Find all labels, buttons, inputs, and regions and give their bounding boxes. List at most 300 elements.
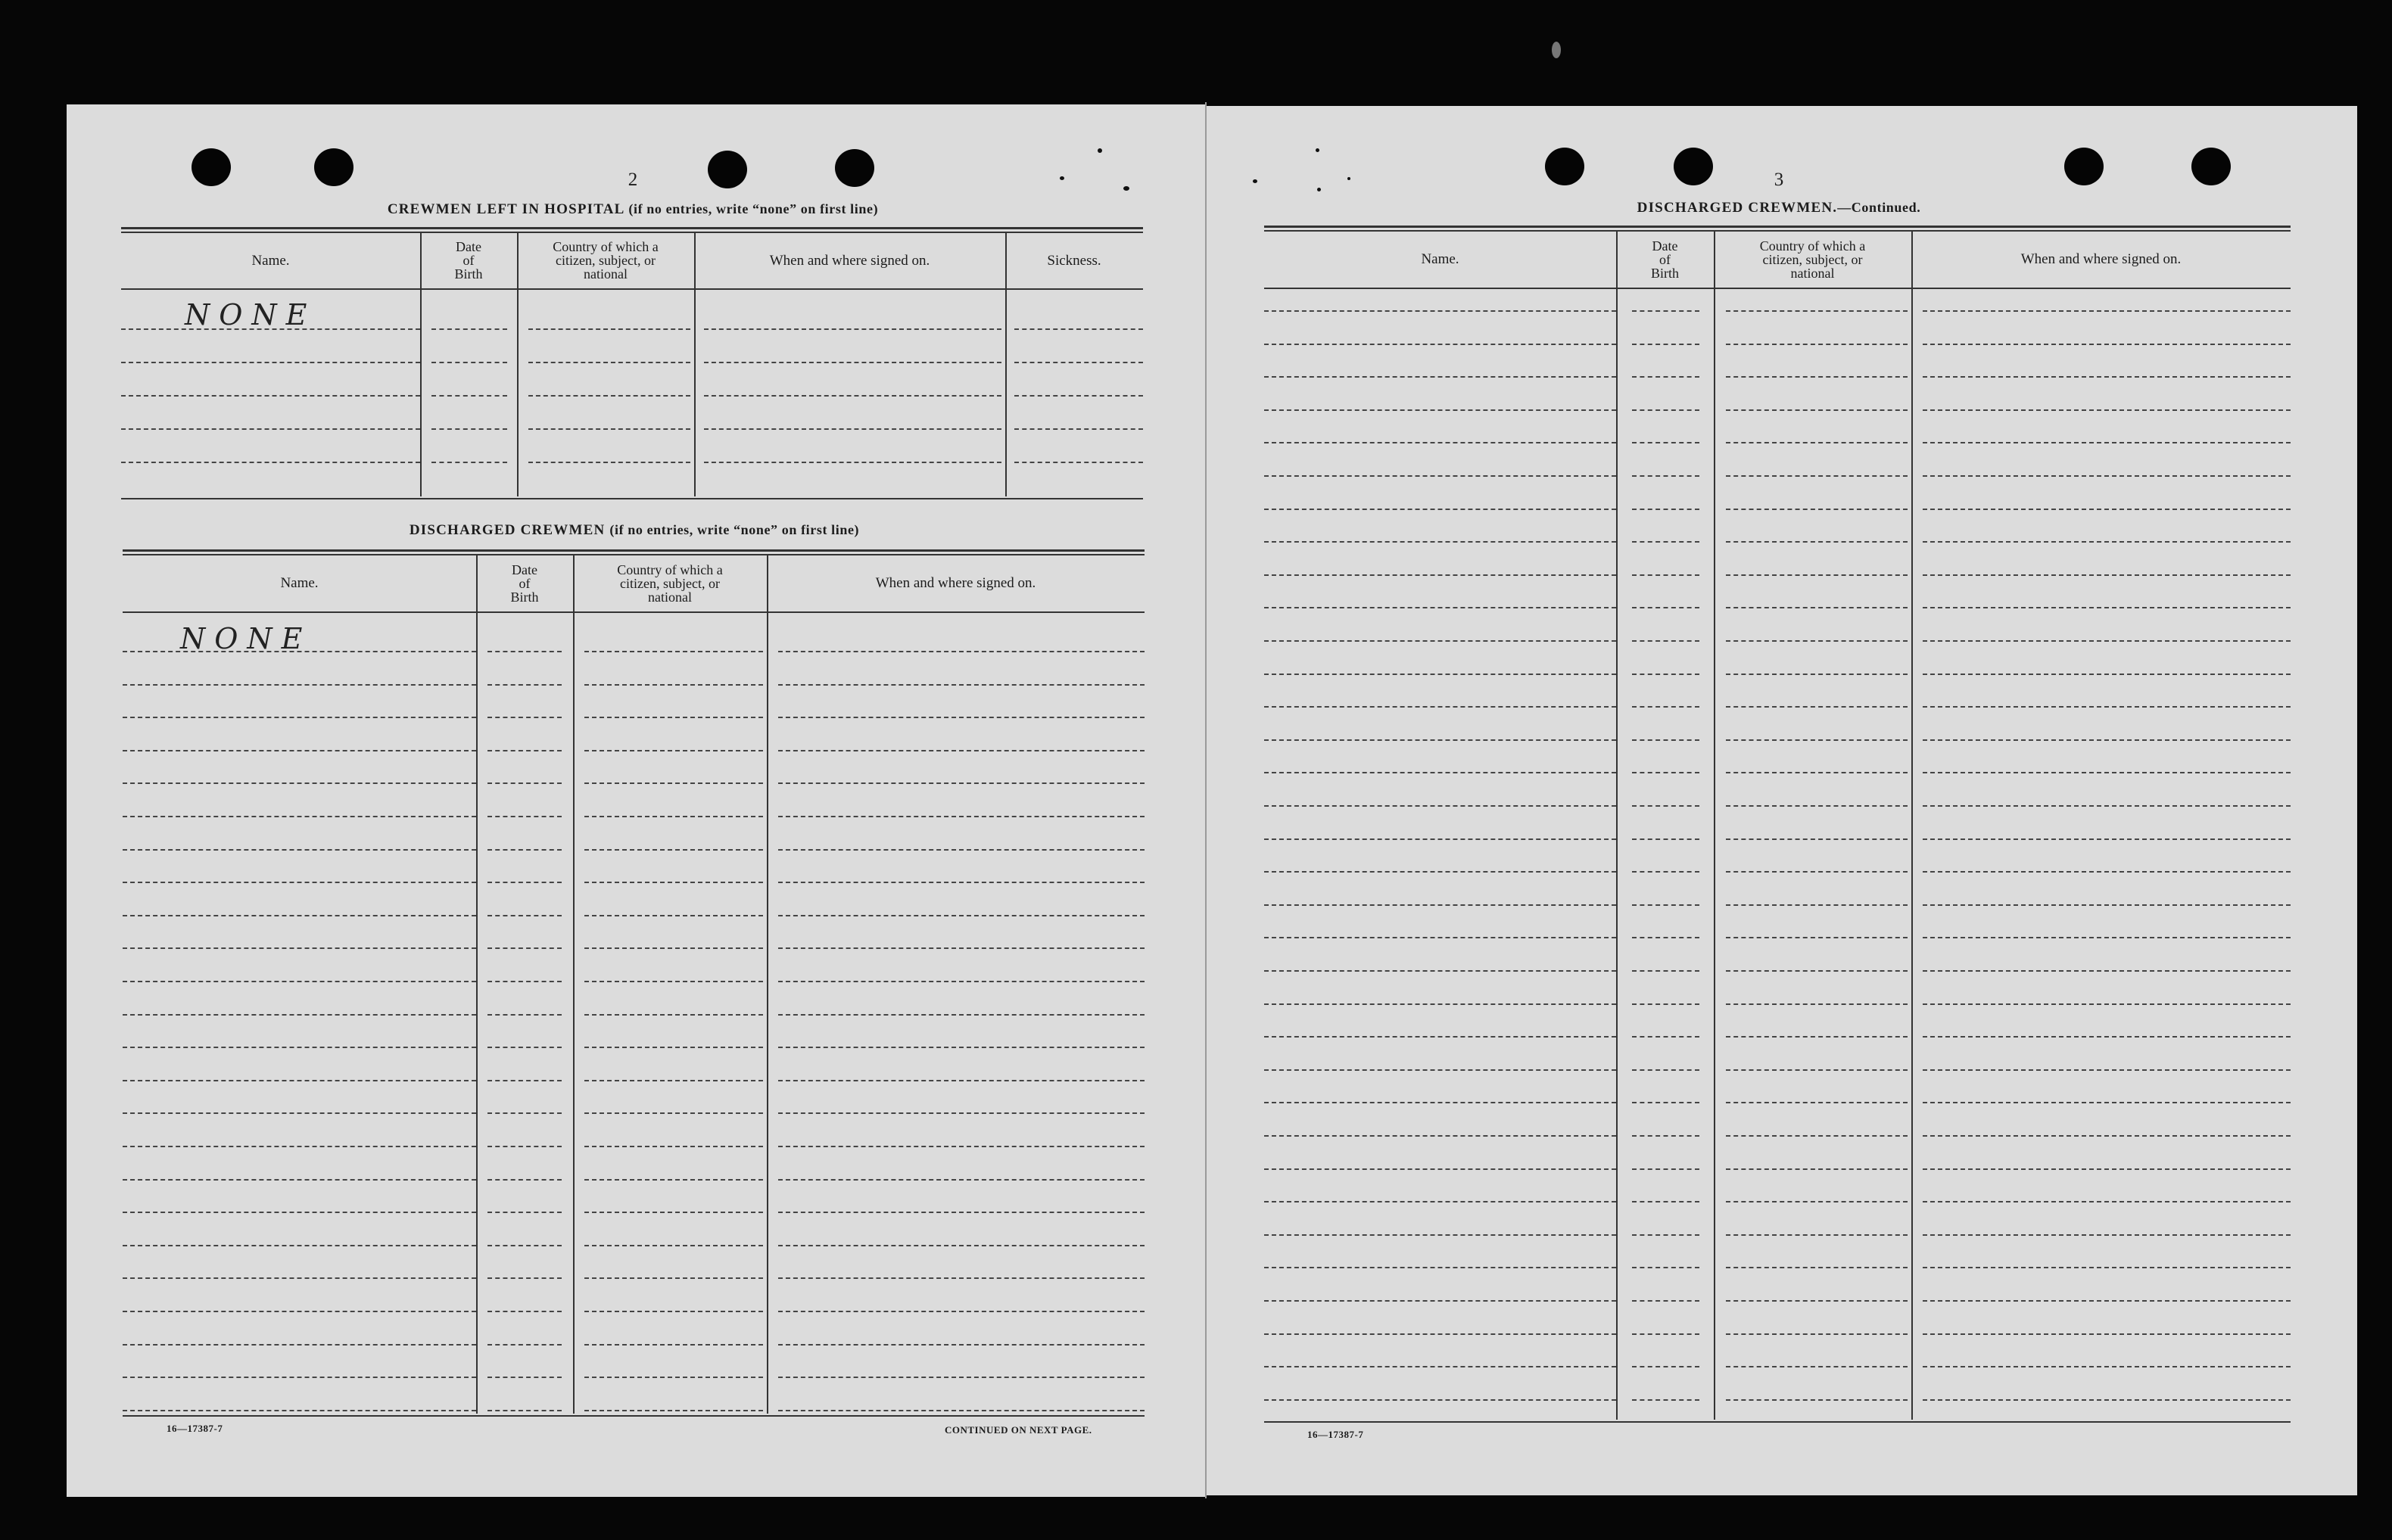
entry-line	[778, 750, 1145, 751]
entry-line	[431, 462, 507, 463]
entry-line	[1264, 1102, 1616, 1103]
entry-line	[123, 750, 476, 751]
entry-line	[1726, 1201, 1908, 1202]
discharged-section-title: DISCHARGED CREWMEN (if no entries, write “none” on first line)	[409, 522, 860, 538]
entry-line	[1264, 475, 1616, 477]
entry-line	[431, 428, 507, 430]
entry-line	[1726, 1135, 1908, 1137]
entry-line	[584, 1047, 763, 1048]
column-header-name: Name.	[280, 575, 319, 591]
entry-line	[487, 1212, 562, 1213]
entry-line	[584, 1080, 763, 1081]
entry-line	[704, 362, 1001, 363]
entry-line	[778, 782, 1145, 784]
entry-line	[1923, 1366, 2291, 1367]
scan-speck	[1098, 148, 1102, 153]
hospital-table	[121, 227, 1143, 501]
entry-line	[1726, 937, 1908, 938]
entry-line	[487, 651, 562, 652]
entry-line	[584, 1179, 763, 1181]
entry-line	[1923, 310, 2291, 312]
discharged-continued-title: DISCHARGED CREWMEN.—Continued.	[1637, 200, 1921, 216]
entry-line	[584, 651, 763, 652]
entry-line	[778, 915, 1145, 916]
column-header-country: Country of which a citizen, subject, or national	[617, 562, 723, 605]
entry-line	[487, 1179, 562, 1181]
entry-line	[1264, 409, 1616, 411]
entry-line	[1923, 409, 2291, 411]
entry-line	[584, 849, 763, 851]
entry-line	[1726, 1366, 1908, 1367]
entry-line	[487, 1311, 562, 1312]
column-divider	[1911, 230, 1913, 1420]
entry-line	[1632, 1102, 1699, 1103]
entry-line	[1726, 1069, 1908, 1071]
entry-line	[487, 981, 562, 982]
entry-line	[1632, 805, 1699, 807]
entry-line	[487, 1344, 562, 1346]
entry-line	[1726, 1300, 1908, 1302]
column-header-name: Name.	[1421, 251, 1459, 267]
entry-line	[123, 1179, 476, 1181]
punch-hole	[2064, 148, 2104, 185]
entry-line	[487, 1080, 562, 1081]
entry-line	[487, 1112, 562, 1114]
entry-line	[1726, 871, 1908, 873]
hospital-section-title: CREWMEN LEFT IN HOSPITAL (if no entries, write “none” on first line)	[387, 201, 879, 217]
entry-line	[1264, 1399, 1616, 1401]
entry-line	[1632, 706, 1699, 708]
entry-line	[1923, 739, 2291, 741]
entry-line	[528, 428, 690, 430]
entry-line	[121, 462, 420, 463]
entry-line	[487, 717, 562, 718]
entry-line	[778, 1112, 1145, 1114]
scan-speck	[1347, 177, 1350, 180]
entry-line	[778, 882, 1145, 883]
entry-line	[1726, 1333, 1908, 1335]
entry-line	[1264, 1036, 1616, 1038]
entry-line	[1264, 674, 1616, 675]
column-header-signed-on: When and where signed on.	[875, 575, 1036, 591]
entry-line	[431, 328, 507, 330]
entry-line	[1726, 376, 1908, 378]
entry-line	[1923, 1399, 2291, 1401]
entry-line	[1726, 475, 1908, 477]
entry-line	[778, 1014, 1145, 1016]
entry-line	[1264, 640, 1616, 642]
entry-line	[1726, 442, 1908, 443]
entry-line	[1726, 409, 1908, 411]
entry-line	[1632, 1333, 1699, 1335]
entry-line	[1632, 1300, 1699, 1302]
entry-line	[1923, 805, 2291, 807]
entry-line	[487, 915, 562, 916]
entry-line	[431, 395, 507, 397]
entry-line	[123, 1277, 476, 1279]
column-header-date-of-birth: Date of Birth	[510, 562, 539, 605]
entry-line	[123, 882, 476, 883]
entry-line	[778, 981, 1145, 982]
entry-line	[123, 981, 476, 982]
punch-hole	[1545, 148, 1584, 185]
entry-line	[487, 1277, 562, 1279]
entry-line	[1264, 1135, 1616, 1137]
entry-line	[1632, 376, 1699, 378]
entry-line	[1923, 970, 2291, 972]
entry-line	[1923, 344, 2291, 345]
entry-line	[584, 1146, 763, 1147]
scan-speck	[1253, 179, 1257, 183]
entry-line	[123, 1212, 476, 1213]
entry-line	[1726, 674, 1908, 675]
entry-line	[123, 651, 476, 652]
entry-line	[123, 849, 476, 851]
entry-line	[1632, 838, 1699, 840]
entry-line	[1632, 1069, 1699, 1071]
entry-line	[1264, 838, 1616, 840]
entry-line	[1923, 1333, 2291, 1335]
column-header-country: Country of which a citizen, subject, or national	[1759, 238, 1866, 281]
entry-line	[1923, 640, 2291, 642]
entry-line	[487, 1146, 562, 1147]
entry-line	[584, 1112, 763, 1114]
entry-line	[1923, 509, 2291, 510]
entry-line	[1264, 1003, 1616, 1005]
entry-line	[704, 462, 1001, 463]
entry-line	[778, 1245, 1145, 1246]
entry-line	[1264, 1300, 1616, 1302]
entry-line	[584, 717, 763, 718]
entry-line	[778, 651, 1145, 652]
punch-hole	[192, 148, 231, 186]
entry-line	[1632, 344, 1699, 345]
entry-line	[123, 1146, 476, 1147]
entry-line	[1632, 442, 1699, 443]
entry-line	[487, 1047, 562, 1048]
entry-line	[778, 1277, 1145, 1279]
entry-line	[584, 750, 763, 751]
entry-line	[1726, 1168, 1908, 1170]
discharged-continued-table	[1264, 226, 2291, 1426]
entry-line	[1264, 1168, 1616, 1170]
entry-line	[1726, 706, 1908, 708]
page-number: 3	[1774, 170, 1784, 190]
entry-line	[1632, 772, 1699, 773]
entry-line	[1632, 970, 1699, 972]
entry-line	[121, 362, 420, 363]
entry-line	[1264, 1366, 1616, 1367]
entry-line	[1264, 937, 1616, 938]
entry-line	[1632, 739, 1699, 741]
entry-line	[123, 1377, 476, 1378]
entry-line	[1632, 475, 1699, 477]
entry-line	[123, 684, 476, 686]
entry-line	[123, 947, 476, 949]
entry-line	[487, 750, 562, 751]
entry-line	[123, 1410, 476, 1411]
punch-hole	[835, 149, 874, 187]
entry-line	[1923, 1069, 2291, 1071]
page-number: 2	[628, 170, 638, 190]
entry-line	[1632, 1267, 1699, 1268]
entry-line	[1264, 1267, 1616, 1268]
entry-line	[1632, 409, 1699, 411]
entry-line	[1264, 772, 1616, 773]
entry-line	[123, 1344, 476, 1346]
entry-line	[584, 947, 763, 949]
entry-line	[123, 1112, 476, 1114]
entry-line	[1923, 1267, 2291, 1268]
entry-line	[121, 328, 420, 330]
entry-line	[1264, 805, 1616, 807]
entry-line	[1923, 1036, 2291, 1038]
entry-line	[1726, 541, 1908, 543]
entry-line	[1264, 871, 1616, 873]
entry-line	[1264, 344, 1616, 345]
entry-line	[1923, 674, 2291, 675]
entry-line	[584, 981, 763, 982]
entry-line	[1264, 509, 1616, 510]
entry-line	[778, 1344, 1145, 1346]
entry-line	[487, 816, 562, 817]
entry-line	[487, 782, 562, 784]
entry-line	[778, 1179, 1145, 1181]
entry-line	[528, 395, 690, 397]
entry-line	[778, 816, 1145, 817]
entry-line	[778, 1377, 1145, 1378]
column-header-country: Country of which a citizen, subject, or national	[553, 239, 659, 282]
discharged-table	[123, 549, 1145, 1420]
entry-line	[778, 717, 1145, 718]
column-header-name: Name.	[251, 252, 290, 269]
table-bottom-rule	[1264, 1421, 2291, 1423]
entry-line	[1923, 607, 2291, 608]
entry-line	[1726, 1267, 1908, 1268]
entry-line	[1923, 541, 2291, 543]
entry-line	[778, 1311, 1145, 1312]
entry-line	[1632, 1003, 1699, 1005]
entry-line	[1923, 904, 2291, 906]
table-bottom-rule	[121, 498, 1143, 499]
scan-speck	[1060, 176, 1064, 180]
scan-speck	[1123, 186, 1129, 191]
entry-line	[1923, 574, 2291, 576]
column-divider	[767, 554, 768, 1414]
entry-line	[1264, 1333, 1616, 1335]
handwritten-entry: NONE	[185, 298, 316, 331]
entry-line	[487, 684, 562, 686]
entry-line	[1014, 328, 1143, 330]
entry-line	[1632, 674, 1699, 675]
page-crease	[1205, 102, 1207, 1498]
column-divider	[573, 554, 575, 1414]
entry-line	[1726, 574, 1908, 576]
entry-line	[1726, 607, 1908, 608]
entry-line	[1923, 1102, 2291, 1103]
entry-line	[1632, 937, 1699, 938]
entry-line	[1726, 904, 1908, 906]
entry-line	[1726, 1102, 1908, 1103]
entry-line	[123, 1047, 476, 1048]
entry-line	[1726, 509, 1908, 510]
entry-line	[1632, 1366, 1699, 1367]
scan-speck	[1316, 148, 1319, 152]
entry-line	[487, 882, 562, 883]
entry-line	[1726, 970, 1908, 972]
entry-line	[584, 782, 763, 784]
entry-line	[1264, 541, 1616, 543]
entry-line	[1632, 509, 1699, 510]
entry-line	[1923, 1168, 2291, 1170]
entry-line	[1923, 937, 2291, 938]
entry-line	[1726, 1234, 1908, 1236]
entry-line	[778, 1080, 1145, 1081]
entry-line	[1923, 772, 2291, 773]
entry-line	[778, 684, 1145, 686]
entry-line	[1632, 310, 1699, 312]
entry-line	[1264, 904, 1616, 906]
entry-line	[778, 1212, 1145, 1213]
entry-line	[123, 782, 476, 784]
entry-line	[1726, 640, 1908, 642]
entry-line	[1632, 1135, 1699, 1137]
entry-line	[1923, 838, 2291, 840]
column-header-date-of-birth: Date of Birth	[1650, 238, 1679, 281]
entry-line	[778, 947, 1145, 949]
entry-line	[123, 1311, 476, 1312]
entry-line	[1923, 475, 2291, 477]
entry-line	[528, 328, 690, 330]
entry-line	[1632, 640, 1699, 642]
entry-line	[123, 915, 476, 916]
entry-line	[584, 1311, 763, 1312]
entry-line	[487, 1245, 562, 1246]
entry-line	[1264, 1069, 1616, 1071]
scan-speck	[1552, 42, 1561, 58]
entry-line	[121, 395, 420, 397]
entry-line	[778, 1410, 1145, 1411]
entry-line	[1726, 1399, 1908, 1401]
entry-line	[123, 816, 476, 817]
entry-line	[1632, 1201, 1699, 1202]
entry-line	[1264, 376, 1616, 378]
entry-line	[584, 882, 763, 883]
entry-line	[1014, 362, 1143, 363]
entry-line	[1923, 706, 2291, 708]
entry-line	[1264, 706, 1616, 708]
entry-line	[1264, 1234, 1616, 1236]
entry-line	[584, 1212, 763, 1213]
column-divider	[1714, 230, 1715, 1420]
entry-line	[1264, 970, 1616, 972]
entry-line	[1923, 1135, 2291, 1137]
entry-line	[1726, 772, 1908, 773]
entry-line	[1923, 1234, 2291, 1236]
entry-line	[123, 1080, 476, 1081]
entry-line	[123, 717, 476, 718]
entry-line	[1632, 1234, 1699, 1236]
entry-line	[584, 1377, 763, 1378]
handwritten-entry: NONE	[180, 622, 312, 655]
entry-line	[584, 684, 763, 686]
entry-line	[778, 1146, 1145, 1147]
entry-line	[1632, 541, 1699, 543]
entry-line	[1726, 838, 1908, 840]
entry-line	[123, 1245, 476, 1246]
entry-line	[584, 1410, 763, 1411]
entry-line	[431, 362, 507, 363]
entry-line	[487, 1014, 562, 1016]
column-divider	[1616, 230, 1618, 1420]
entry-line	[1726, 344, 1908, 345]
entry-line	[584, 1245, 763, 1246]
form-number: 16—17387-7	[167, 1423, 223, 1434]
entry-line	[584, 915, 763, 916]
entry-line	[1632, 1399, 1699, 1401]
entry-line	[778, 849, 1145, 851]
entry-line	[584, 816, 763, 817]
entry-line	[1923, 1201, 2291, 1202]
entry-line	[1923, 871, 2291, 873]
entry-line	[1632, 574, 1699, 576]
entry-line	[704, 395, 1001, 397]
entry-line	[1923, 376, 2291, 378]
form-number: 16—17387-7	[1307, 1429, 1364, 1440]
entry-line	[1632, 871, 1699, 873]
entry-line	[1632, 1168, 1699, 1170]
entry-line	[704, 328, 1001, 330]
entry-line	[1923, 1300, 2291, 1302]
entry-line	[1264, 1201, 1616, 1202]
punch-hole	[1674, 148, 1713, 185]
column-divider	[476, 554, 478, 1414]
entry-line	[1632, 904, 1699, 906]
column-header-date-of-birth: Date of Birth	[454, 239, 483, 282]
entry-line	[1632, 607, 1699, 608]
entry-line	[1014, 462, 1143, 463]
entry-line	[704, 428, 1001, 430]
entry-line	[1726, 739, 1908, 741]
entry-line	[528, 462, 690, 463]
entry-line	[1726, 805, 1908, 807]
entry-line	[584, 1014, 763, 1016]
entry-line	[121, 428, 420, 430]
column-header-sickness: Sickness.	[1047, 252, 1101, 269]
entry-line	[1726, 310, 1908, 312]
punch-hole	[708, 151, 747, 188]
entry-line	[1923, 1003, 2291, 1005]
entry-line	[487, 1410, 562, 1411]
entry-line	[1264, 442, 1616, 443]
continued-note: CONTINUED ON NEXT PAGE.	[945, 1424, 1092, 1436]
column-header-signed-on: When and where signed on.	[2020, 251, 2182, 267]
entry-line	[584, 1277, 763, 1279]
column-header-signed-on: When and where signed on.	[769, 252, 930, 269]
entry-line	[528, 362, 690, 363]
punch-hole	[314, 148, 354, 186]
entry-line	[487, 849, 562, 851]
entry-line	[487, 947, 562, 949]
entry-line	[1726, 1036, 1908, 1038]
table-bottom-rule	[123, 1415, 1145, 1417]
entry-line	[1923, 442, 2291, 443]
entry-line	[1264, 607, 1616, 608]
entry-line	[123, 1014, 476, 1016]
entry-line	[1264, 310, 1616, 312]
scan-speck	[1317, 188, 1321, 191]
entry-line	[1632, 1036, 1699, 1038]
